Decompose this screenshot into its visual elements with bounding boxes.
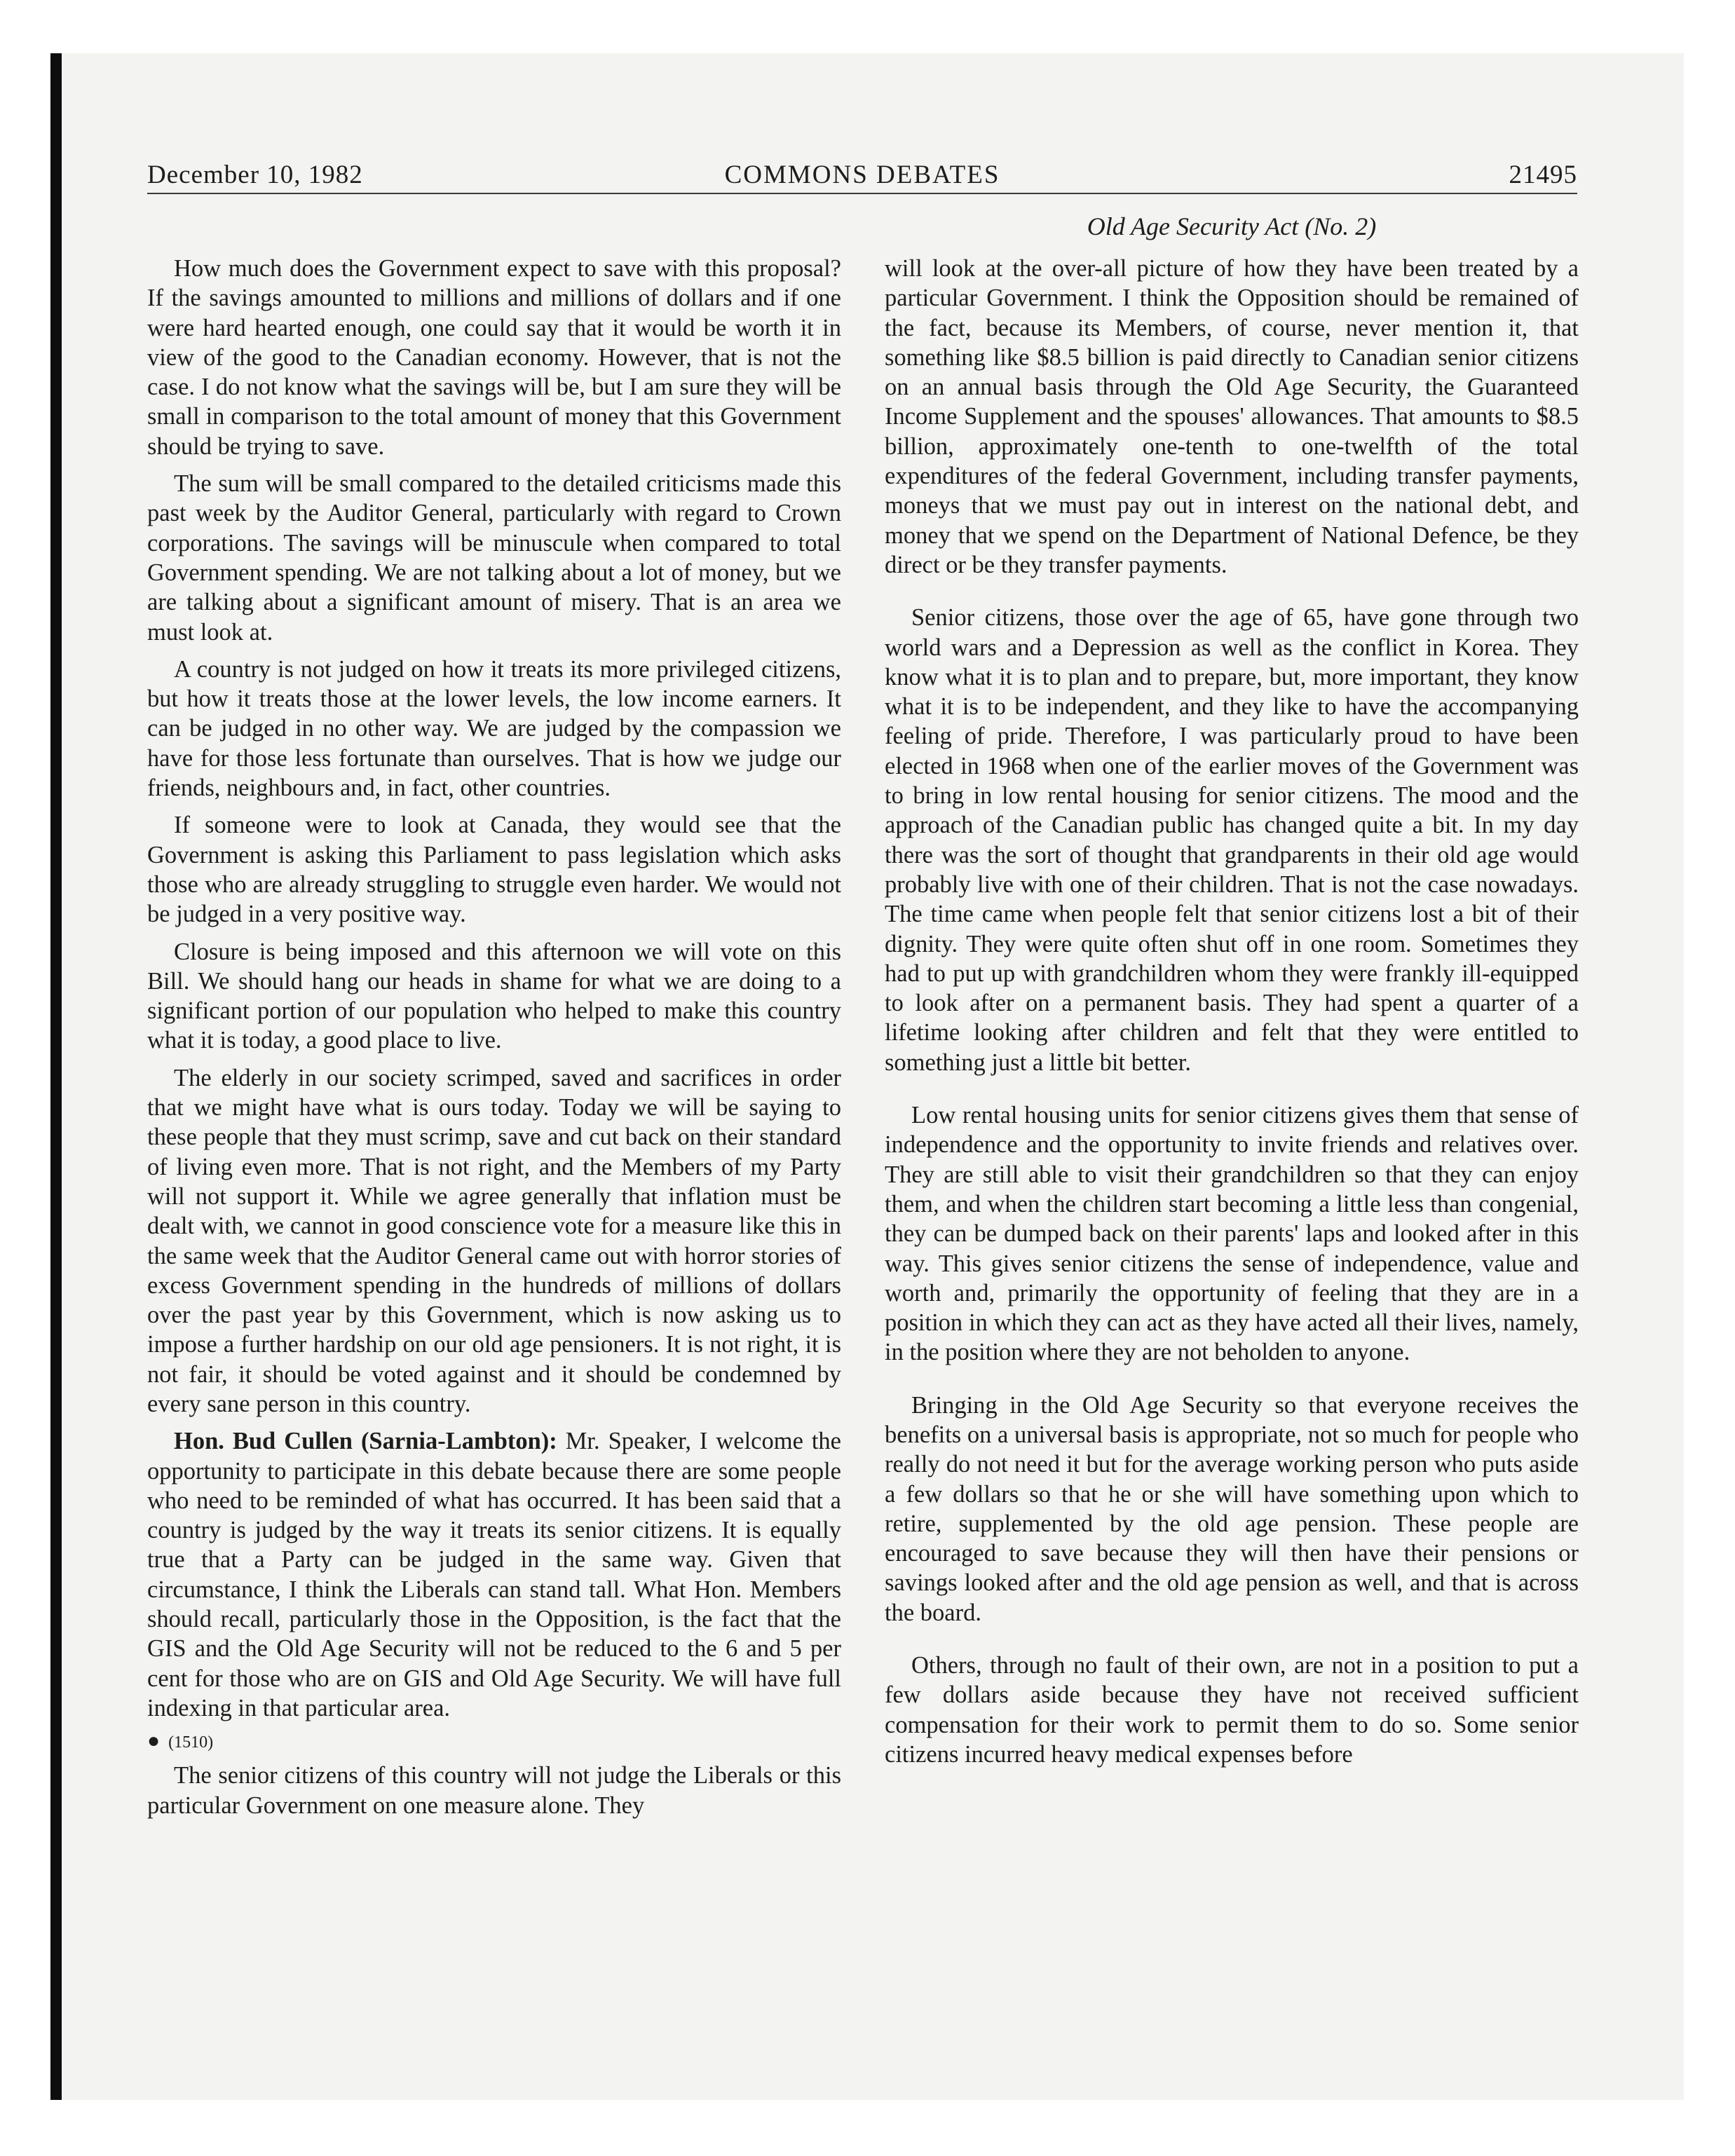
paragraph: Others, through no fault of their own, are not in a position to put a few dollars aside because they have not received sufficient compensation for their work to permit them to do so. Some senior citizens incurred heavy medical expenses before [885,1652,1579,1768]
time-marker [147,1731,841,1753]
speech-text: Mr. Speaker, I welcome the opportunity to participate in this debate because there are some people who need to be reminded of what has occurred. It has been said that a country is judged by the way it treats its senior citizens. It is equally true that a Party can be judged in the same way. Given that circumstance, I think the Liberals can stand tall. What Hon. Members should recall, particularly those in the Opposition, is the fact that the GIS and the Old Age Security will not be reduced to the 6 and 5 per cent for those who are on GIS and Old Age Security. We will have full indexing in that particular area. [147,1428,841,1721]
paragraph: Bringing in the Old Age Security so that everyone receives the benefits on a universal basis is appropriate, not so much for people who really do not need it but for the average working person who puts aside a few dollars so that he or she will have something upon which to retire, supplemented by the old age pension. These people are encouraged to save because they will then have their pensions or savings looked after and the old age pension as well, and that is across the board. [885,1391,1579,1626]
page-header [147,160,1577,195]
paragraph: Senior citizens, those over the age of 65, have gone through two world wars and a Depression as well as the conflict in Korea. They know what it is to plan and to prepare, but, more important, they know what it is to be independent, and they like to have the accompanying feeling of pride. Therefore, I was particularly proud to have been elected in 1968 when one of the earlier moves of the Government was to bring in low rental housing for senior citizens. The mood and the approach of the Canadian public has changed quite a bit. In my day there was the sort of thought that grandparents in their old age would probably live with one of their children. That is not the case nowadays. The time came when people felt that senior citizens lost a bit of their dignity. They were quite often shut off in one room. Sometimes they had to put up with grandchildren whom they were frankly ill-equipped to look after on a permanent basis. They had spent a quarter of a lifetime looking after children and felt that they were entitled to something just a little bit better. [885,604,1579,1076]
left-column [147,254,841,1828]
paragraph: The sum will be small compared to the detailed criticisms made this past week by the Auditor General, particularly with regard to Crown corporations. The savings will be minuscule when compared to total Government spending. We are not talking about a lot of money, but we are talking about a significant amount of misery. That is an area we must look at. [147,470,841,646]
header-rule [147,193,1577,194]
paragraph: A country is not judged on how it treats its more privileged citizens, but how it treats those at the lower levels, the low income earners. It can be judged in no other way. We are judged by the compassion we have for those less fortunate than ourselves. That is how we judge our friends, neighbours and, in fact, other countries. [147,655,841,802]
speaker-name: Hon. Bud Cullen (Sarnia-Lambton): [174,1428,557,1455]
right-column [885,254,1579,1777]
publication-title: COMMONS DEBATES [724,161,1000,189]
paragraph: Low rental housing units for senior citizens gives them that sense of independence and the opportunity to invite friends and relatives over. They are still able to visit their grandchildren so that they can enjoy them, and when the children start becoming a little less than congenial, they can be dumped back on their parents' laps and looked after in this way. This gives senior citizens the sense of independence, value and worth and, primarily the opportunity of feeling that they are in a position in which they can act as they have acted all their lives, namely, in the position where they are not beholden to anyone. [885,1102,1579,1366]
paragraph: If someone were to look at Canada, they would see that the Government is asking this Parliament to pass legislation which asks those who are already struggling to struggle even harder. We would not be judged in a very positive way. [147,812,841,928]
time-marker-text: (1510) [168,1733,214,1752]
section-title: Old Age Security Act (No. 2) [1087,212,1377,240]
paragraph: The senior citizens of this country will not judge the Liberals or this particular Government on one measure alone. They [147,1762,841,1819]
scan-edge [50,53,62,2100]
speech-paragraph [147,1426,841,1723]
header-date: December 10, 1982 [147,161,363,189]
paragraph: The elderly in our society scrimped, saved and sacrifices in order that we might have what is ours today. Today we will be saying to these people that they must scrimp, save and cut back on their standard of living even more. That is not right, and the Members of my Party will not support it. While we agree generally that inflation must be dealt with, we cannot in good conscience vote for a measure like this in the same week that the Auditor General came out with horror stories of excess Government spending in the hundreds of millions of dollars over the past year by this Government, which is now asking us to impose a further hardship on our old age pensioners. It is not right, it is not fair, it should be voted against and it should be condemned by every sane person in this country. [147,1064,841,1417]
page-number: 21495 [1509,161,1577,189]
paragraph: Closure is being imposed and this afternoon we will vote on this Bill. We should hang our heads in shame for what we are doing to a significant portion of our population who helped to make this country what it is today, a good place to live. [147,938,841,1054]
paragraph: will look at the over-all picture of how they have been treated by a particular Government. I think the Opposition should be remained of the fact, because its Members, of course, never mention it, that something like $8.5 billion is paid directly to Canadian senior citizens on an annual basis through the Old Age Security, the Guaranteed Income Supplement and the spouses' allowances. That amounts to $8.5 billion, approximately one-tenth to one-twelfth of the total expenditures of the federal Government, including transfer payments, moneys that we must pay out in interest on the national debt, and money that we spend on the Department of National Defence, be they direct or be they transfer payments. [885,255,1579,578]
paragraph: How much does the Government expect to save with this proposal? If the savings amounted to millions and millions of dollars and if one were hard hearted enough, one could say that it would be worth it in view of the good to the Canadian economy. However, that is not the case. I do not know what the savings will be, but I am sure they will be small in comparison to the total amount of money that this Government should be trying to save. [147,255,841,460]
bullet-icon: ● [147,1729,161,1753]
